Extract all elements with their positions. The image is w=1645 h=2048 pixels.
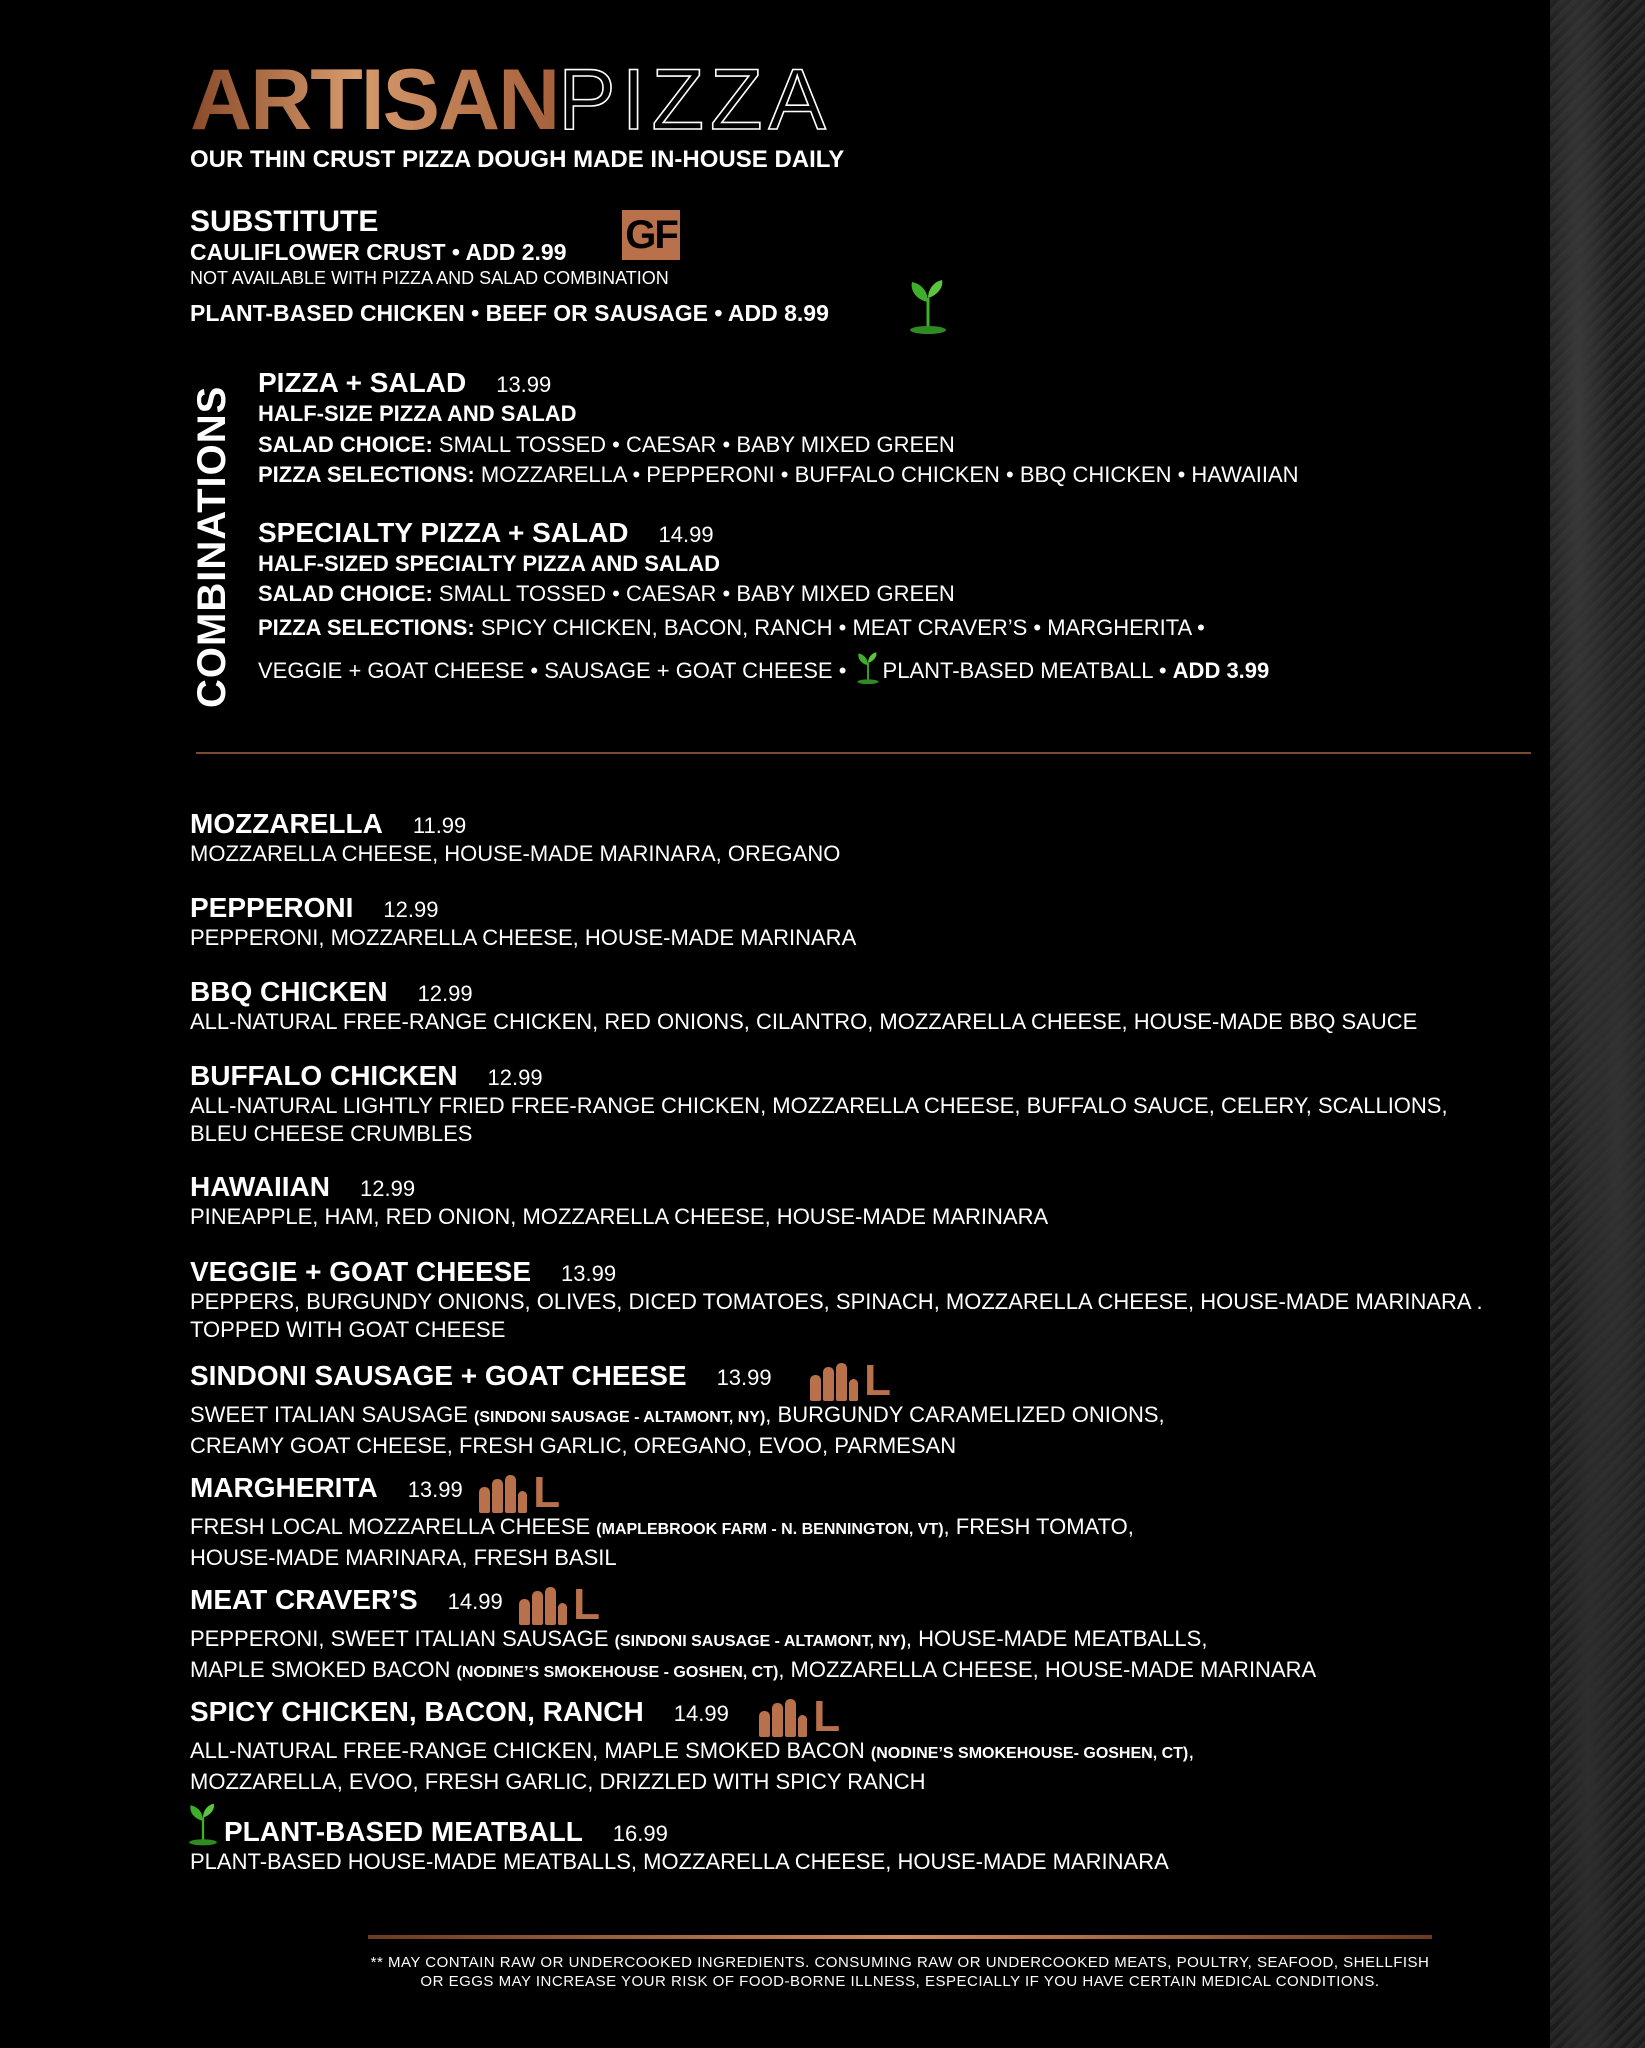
disclaimer: ** MAY CONTAIN RAW OR UNDERCOOKED INGREDIENTS. CONSUMING RAW OR UNDERCOOKED MEATS, POULTRY, SEAFOOD, SHELLFISH OR EGGS MAY INCREASE YOUR RISK OF FOOD-BORNE ILLNESS, ESPECIALLY IF YOU HAVE CERTAIN MEDICAL CONDITIONS. <box>370 1954 1430 1990</box>
title-artisan: ARTISAN <box>190 52 559 148</box>
combinations-label: COMBINATIONS <box>190 385 234 708</box>
combo-pizza-selections: PIZZA SELECTIONS: SPICY CHICKEN, BACON, RANCH • MEAT CRAVER’S • MARGHERITA • <box>258 615 1205 640</box>
local-family-icon: L <box>519 1585 600 1625</box>
cauliflower-crust: CAULIFLOWER CRUST • ADD 2.99 <box>190 239 567 265</box>
footer-divider <box>368 1935 1432 1939</box>
combo-pizza-selections-2: VEGGIE + GOAT CHEESE • SAUSAGE + GOAT CHEESE • PLANT-BASED MEATBALL • ADD 3.99 <box>258 648 1269 686</box>
menu-title <box>190 52 832 148</box>
combo-specialty-pizza-salad <box>258 517 714 549</box>
title-pizza: PIZZA <box>558 52 832 148</box>
combo-name: SPECIALTY PIZZA + SALAD <box>258 517 629 548</box>
pizza-item-plant-based-meatball: PLANT-BASED MEATBALL 16.99 <box>224 1816 668 1847</box>
combo-pizza-selections: PIZZA SELECTIONS: MOZZARELLA • PEPPERONI • BUFFALO CHICKEN • BBQ CHICKEN • HAWAIIAN <box>258 462 1299 487</box>
local-family-icon: L <box>759 1697 840 1737</box>
sprout-icon <box>186 1798 220 1848</box>
sprout-icon <box>906 276 950 334</box>
pizza-item-bbq-chicken: BBQ CHICKEN 12.99 ALL-NATURAL FREE-RANGE CHICKEN, RED ONIONS, CILANTRO, MOZZARELLA CHEESE, HOUSE-MADE BBQ SAUCE <box>190 976 1418 1034</box>
substitute-heading: SUBSTITUTE <box>190 205 379 238</box>
combo-sub: HALF-SIZE PIZZA AND SALAD <box>258 401 577 426</box>
pizza-item-buffalo-chicken: BUFFALO CHICKEN 12.99 ALL-NATURAL LIGHTLY FRIED FREE-RANGE CHICKEN, MOZZARELLA CHEESE, BUFFALO SAUCE, CELERY, SCALLIONS, BLEU CHEESE CRUMBLES <box>190 1060 1448 1146</box>
pizza-item-spicy-chicken-bacon-ranch: SPICY CHICKEN, BACON, RANCH 14.99 L ALL-NATURAL FREE-RANGE CHICKEN, MAPLE SMOKED BACON (NODINE’S SMOKEHOUSE- GOSHEN, CT), MOZZARELLA, EVOO, FRESH GARLIC, DRIZZLED WITH SPICY RANCH <box>190 1691 1195 1794</box>
combo-sub: HALF-SIZED SPECIALTY PIZZA AND SALAD <box>258 551 720 576</box>
combo-salad-choice: SALAD CHOICE: SMALL TOSSED • CAESAR • BABY MIXED GREEN <box>258 432 955 457</box>
sprout-icon <box>855 648 881 686</box>
pizza-item-margherita: MARGHERITA 13.99 L FRESH LOCAL MOZZARELLA CHEESE (MAPLEBROOK FARM - N. BENNINGTON, VT), FRESH TOMATO, HOUSE-MADE MARINARA, FRESH BASIL <box>190 1467 1134 1570</box>
pizza-item-mozzarella: MOZZARELLA 11.99 MOZZARELLA CHEESE, HOUSE-MADE MARINARA, OREGANO <box>190 808 841 866</box>
pizza-item-pepperoni: PEPPERONI 12.99 PEPPERONI, MOZZARELLA CHEESE, HOUSE-MADE MARINARA <box>190 892 857 950</box>
local-family-icon: L <box>479 1473 560 1513</box>
pizza-item-meat-cravers: MEAT CRAVER’S 14.99 L PEPPERONI, SWEET ITALIAN SAUSAGE (SINDONI SAUSAGE - ALTAMONT, NY), HOUSE-MADE MEATBALLS, MAPLE SMOKED BACON (NODINE’S SMOKEHOUSE - GOSHEN, CT), MOZZARELLA CHEESE, HOUSE-MADE MARINARA <box>190 1579 1317 1682</box>
pizza-item-hawaiian: HAWAIIAN 12.99 PINEAPPLE, HAM, RED ONION, MOZZARELLA CHEESE, HOUSE-MADE MARINARA <box>190 1171 1049 1229</box>
substitute-note: NOT AVAILABLE WITH PIZZA AND SALAD COMBINATION <box>190 268 669 288</box>
combo-pizza-salad <box>258 367 551 399</box>
plant-substitute: PLANT-BASED CHICKEN • BEEF OR SAUSAGE • ADD 8.99 <box>190 300 829 326</box>
local-family-icon: L <box>810 1361 891 1401</box>
pizza-item-sindoni-sausage: SINDONI SAUSAGE + GOAT CHEESE 13.99 L SWEET ITALIAN SAUSAGE (SINDONI SAUSAGE - ALTAMONT, NY), BURGUNDY CARAMELIZED ONIONS, CREAMY GOAT CHEESE, FRESH GARLIC, OREGANO, EVOO, PARMESAN <box>190 1355 1165 1458</box>
combo-name: PIZZA + SALAD <box>258 367 467 398</box>
combo-price: 14.99 <box>658 522 714 547</box>
menu-subtitle: OUR THIN CRUST PIZZA DOUGH MADE IN-HOUSE DAILY <box>190 146 845 173</box>
combo-price: 13.99 <box>496 372 552 397</box>
pizza-desc-plant-based-meatball: PLANT-BASED HOUSE-MADE MEATBALLS, MOZZARELLA CHEESE, HOUSE-MADE MARINARA <box>190 1849 1169 1874</box>
gf-icon: GF <box>622 210 680 260</box>
section-divider <box>196 752 1531 754</box>
combo-salad-choice: SALAD CHOICE: SMALL TOSSED • CAESAR • BABY MIXED GREEN <box>258 581 955 606</box>
pizza-item-veggie-goat-cheese: VEGGIE + GOAT CHEESE 13.99 PEPPERS, BURGUNDY ONIONS, OLIVES, DICED TOMATOES, SPINACH, MOZZARELLA CHEESE, HOUSE-MADE MARINARA . TOPPED WITH GOAT CHEESE <box>190 1256 1483 1342</box>
stone-texture-border <box>1550 0 1645 2048</box>
